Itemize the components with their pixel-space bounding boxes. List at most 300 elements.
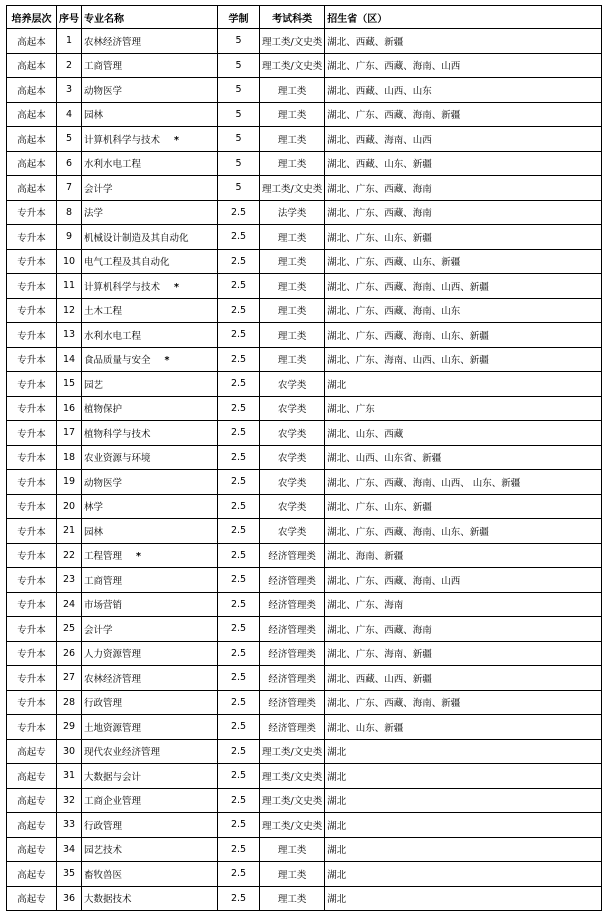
- cell-provinces: 湖北、广东、西藏、海南、山西、新疆: [325, 274, 602, 299]
- cell-years: 2.5: [218, 568, 260, 593]
- cell-level: 高起本: [7, 78, 57, 103]
- cell-level: 专升本: [7, 470, 57, 495]
- cell-level: 高起专: [7, 739, 57, 764]
- cell-major: [82, 690, 218, 715]
- cell-no: 7: [57, 176, 82, 201]
- cell-subject: 理工类: [260, 323, 325, 348]
- cell-no: 25: [57, 617, 82, 642]
- cell-no: 32: [57, 788, 82, 813]
- cell-subject: 理工类/文史类: [260, 29, 325, 54]
- cell-provinces: 湖北、海南、新疆: [325, 543, 602, 568]
- major-name: 现代农业经济管理: [84, 747, 161, 759]
- cell-years: 2.5: [218, 298, 260, 323]
- cell-major: [82, 249, 218, 274]
- cell-provinces: 湖北: [325, 372, 602, 397]
- cell-no: 16: [57, 396, 82, 421]
- cell-subject: 经济管理类: [260, 543, 325, 568]
- cell-level: 专升本: [7, 249, 57, 274]
- cell-major: [82, 592, 218, 617]
- cell-provinces: 湖北、广东、西藏、海南、山西: [325, 53, 602, 78]
- cell-level: 高起本: [7, 176, 57, 201]
- cell-provinces: 湖北: [325, 813, 602, 838]
- cell-level: 高起专: [7, 788, 57, 813]
- cell-no: 26: [57, 641, 82, 666]
- cell-no: 20: [57, 494, 82, 519]
- cell-years: 2.5: [218, 225, 260, 250]
- cell-no: 17: [57, 421, 82, 446]
- major-name: 计算机科学与技术: [84, 134, 161, 146]
- cell-years: 2.5: [218, 739, 260, 764]
- cell-subject: 农学类: [260, 494, 325, 519]
- cell-major: [82, 739, 218, 764]
- cell-major: [82, 347, 218, 372]
- table-row: [7, 102, 602, 127]
- cell-subject: 理工类/文史类: [260, 788, 325, 813]
- major-name: 土地资源管理: [84, 722, 142, 734]
- major-name: 水利水电工程: [84, 330, 142, 342]
- cell-subject: 理工类: [260, 249, 325, 274]
- table-row: [7, 347, 602, 372]
- table-row: [7, 470, 602, 495]
- cell-provinces: 湖北、山东、新疆: [325, 715, 602, 740]
- cell-no: 1: [57, 29, 82, 54]
- header-years: 学制: [218, 6, 260, 29]
- cell-provinces: 湖北、广东、西藏、海南、山西: [325, 568, 602, 593]
- cell-provinces: 湖北: [325, 764, 602, 789]
- cell-provinces: 湖北: [325, 886, 602, 911]
- cell-provinces: 湖北、广东、西藏、海南、山东: [325, 298, 602, 323]
- cell-provinces: 湖北、山东、西藏: [325, 421, 602, 446]
- cell-provinces: 湖北、广东、西藏、海南: [325, 176, 602, 201]
- header-provinces: 招生省（区）: [325, 6, 602, 29]
- cell-major: [82, 78, 218, 103]
- table-row: [7, 494, 602, 519]
- cell-years: 2.5: [218, 788, 260, 813]
- cell-years: 2.5: [218, 862, 260, 887]
- cell-years: 2.5: [218, 274, 260, 299]
- cell-subject: 理工类: [260, 127, 325, 152]
- cell-no: 11: [57, 274, 82, 299]
- cell-level: 专升本: [7, 715, 57, 740]
- cell-subject: 理工类: [260, 886, 325, 911]
- cell-subject: 理工类: [260, 225, 325, 250]
- major-name: 大数据技术: [84, 894, 132, 906]
- table-row: [7, 323, 602, 348]
- cell-major: [82, 274, 218, 299]
- cell-major: [82, 200, 218, 225]
- major-name: 市场营销: [84, 600, 123, 612]
- cell-no: 19: [57, 470, 82, 495]
- major-name: 行政管理: [84, 820, 123, 832]
- cell-level: 专升本: [7, 519, 57, 544]
- cell-years: 5: [218, 127, 260, 152]
- cell-level: 专升本: [7, 666, 57, 691]
- cell-level: 专升本: [7, 494, 57, 519]
- table-row: [7, 176, 602, 201]
- cell-subject: 理工类/文史类: [260, 53, 325, 78]
- cell-subject: 农学类: [260, 445, 325, 470]
- featured-star-mark: *: [174, 281, 179, 293]
- cell-years: 5: [218, 176, 260, 201]
- cell-major: [82, 494, 218, 519]
- cell-level: 专升本: [7, 347, 57, 372]
- cell-no: 12: [57, 298, 82, 323]
- cell-provinces: 湖北、广东、海南、山西、山东、新疆: [325, 347, 602, 372]
- cell-major: [82, 764, 218, 789]
- major-name: 农林经济管理: [84, 673, 142, 685]
- cell-level: 专升本: [7, 617, 57, 642]
- cell-years: 2.5: [218, 666, 260, 691]
- header-subject: 考试科类: [260, 6, 325, 29]
- cell-no: 36: [57, 886, 82, 911]
- cell-level: 专升本: [7, 543, 57, 568]
- cell-subject: 理工类/文史类: [260, 739, 325, 764]
- cell-subject: 农学类: [260, 372, 325, 397]
- table-row: [7, 788, 602, 813]
- cell-provinces: 湖北、广东、海南: [325, 592, 602, 617]
- cell-years: 2.5: [218, 249, 260, 274]
- table-row: [7, 715, 602, 740]
- cell-major: [82, 813, 218, 838]
- major-name: 园艺: [84, 379, 104, 391]
- major-name: 工程管理: [84, 551, 123, 563]
- cell-level: 专升本: [7, 372, 57, 397]
- major-name: 会计学: [84, 624, 113, 636]
- cell-subject: 理工类: [260, 274, 325, 299]
- cell-subject: 理工类: [260, 298, 325, 323]
- table-row: [7, 837, 602, 862]
- cell-provinces: 湖北、西藏、山东、新疆: [325, 151, 602, 176]
- cell-subject: 法学类: [260, 200, 325, 225]
- table-row: [7, 249, 602, 274]
- header-row: [7, 6, 602, 29]
- cell-years: 2.5: [218, 690, 260, 715]
- cell-level: 高起本: [7, 127, 57, 152]
- cell-subject: 经济管理类: [260, 592, 325, 617]
- cell-no: 4: [57, 102, 82, 127]
- cell-no: 5: [57, 127, 82, 152]
- major-name: 农业资源与环境: [84, 453, 151, 465]
- cell-subject: 经济管理类: [260, 690, 325, 715]
- cell-subject: 农学类: [260, 396, 325, 421]
- major-name: 行政管理: [84, 698, 123, 710]
- cell-level: 专升本: [7, 396, 57, 421]
- table-row: [7, 372, 602, 397]
- table-row: [7, 519, 602, 544]
- cell-major: [82, 53, 218, 78]
- cell-provinces: 湖北、广东、西藏、海南、山西、 山东、新疆: [325, 470, 602, 495]
- major-name: 植物保护: [84, 404, 123, 416]
- cell-major: [82, 151, 218, 176]
- cell-subject: 经济管理类: [260, 641, 325, 666]
- table-row: [7, 200, 602, 225]
- major-name: 会计学: [84, 183, 113, 195]
- cell-years: 2.5: [218, 764, 260, 789]
- major-name: 动物医学: [84, 85, 123, 97]
- cell-major: [82, 788, 218, 813]
- cell-level: 专升本: [7, 225, 57, 250]
- cell-years: 2.5: [218, 200, 260, 225]
- cell-no: 18: [57, 445, 82, 470]
- cell-major: [82, 519, 218, 544]
- cell-provinces: 湖北、广东、西藏、海南、山东、新疆: [325, 323, 602, 348]
- major-name: 机械设计制造及其自动化: [84, 232, 189, 244]
- cell-major: [82, 176, 218, 201]
- cell-level: 高起专: [7, 886, 57, 911]
- cell-no: 35: [57, 862, 82, 887]
- cell-major: [82, 568, 218, 593]
- cell-major: [82, 323, 218, 348]
- major-name: 土木工程: [84, 306, 123, 318]
- featured-star-mark: *: [136, 551, 141, 563]
- table-row: [7, 886, 602, 911]
- major-name: 动物医学: [84, 477, 123, 489]
- major-name: 农林经济管理: [84, 36, 142, 48]
- table-row: [7, 641, 602, 666]
- cell-years: 2.5: [218, 715, 260, 740]
- cell-major: [82, 715, 218, 740]
- major-name: 人力资源管理: [84, 649, 142, 661]
- cell-provinces: 湖北: [325, 739, 602, 764]
- cell-major: [82, 666, 218, 691]
- cell-subject: 理工类: [260, 862, 325, 887]
- cell-level: 专升本: [7, 323, 57, 348]
- table-row: [7, 78, 602, 103]
- cell-years: 2.5: [218, 323, 260, 348]
- cell-provinces: 湖北、广东、西藏、海南、山东、新疆: [325, 519, 602, 544]
- table-row: [7, 543, 602, 568]
- cell-years: 2.5: [218, 592, 260, 617]
- table-row: [7, 739, 602, 764]
- cell-subject: 经济管理类: [260, 715, 325, 740]
- major-name: 工商管理: [84, 575, 123, 587]
- cell-provinces: 湖北、山西、山东省、新疆: [325, 445, 602, 470]
- table-row: [7, 274, 602, 299]
- cell-level: 高起专: [7, 837, 57, 862]
- cell-no: 23: [57, 568, 82, 593]
- cell-major: [82, 102, 218, 127]
- cell-major: [82, 886, 218, 911]
- major-name: 法学: [84, 208, 104, 220]
- table-row: [7, 813, 602, 838]
- cell-subject: 理工类: [260, 837, 325, 862]
- table-row: [7, 617, 602, 642]
- cell-years: 2.5: [218, 396, 260, 421]
- cell-years: 2.5: [218, 813, 260, 838]
- cell-provinces: 湖北、广东、山东、新疆: [325, 494, 602, 519]
- cell-major: [82, 396, 218, 421]
- cell-no: 28: [57, 690, 82, 715]
- cell-subject: 理工类/文史类: [260, 764, 325, 789]
- cell-level: 专升本: [7, 274, 57, 299]
- table-row: [7, 396, 602, 421]
- table-header: [7, 6, 602, 29]
- cell-level: 专升本: [7, 445, 57, 470]
- table-row: [7, 862, 602, 887]
- cell-major: [82, 127, 218, 152]
- cell-level: 专升本: [7, 421, 57, 446]
- cell-no: 10: [57, 249, 82, 274]
- cell-no: 31: [57, 764, 82, 789]
- cell-subject: 农学类: [260, 519, 325, 544]
- cell-level: 高起专: [7, 813, 57, 838]
- cell-level: 高起本: [7, 102, 57, 127]
- cell-major: [82, 837, 218, 862]
- table-row: [7, 225, 602, 250]
- table-row: [7, 298, 602, 323]
- cell-major: [82, 543, 218, 568]
- cell-provinces: 湖北、西藏、山西、山东: [325, 78, 602, 103]
- cell-level: 专升本: [7, 641, 57, 666]
- cell-provinces: 湖北、广东、山东、新疆: [325, 225, 602, 250]
- major-name: 畜牧兽医: [84, 869, 123, 881]
- major-name: 园林: [84, 110, 104, 122]
- cell-no: 33: [57, 813, 82, 838]
- cell-no: 21: [57, 519, 82, 544]
- cell-provinces: 湖北、广东、西藏、海南、新疆: [325, 690, 602, 715]
- table-row: [7, 29, 602, 54]
- major-name: 食品质量与安全: [84, 355, 151, 367]
- major-name: 水利水电工程: [84, 159, 142, 171]
- cell-major: [82, 641, 218, 666]
- cell-subject: 理工类: [260, 151, 325, 176]
- cell-provinces: 湖北、广东、西藏、海南: [325, 617, 602, 642]
- table-row: [7, 445, 602, 470]
- cell-subject: 理工类: [260, 102, 325, 127]
- cell-major: [82, 225, 218, 250]
- cell-level: 专升本: [7, 298, 57, 323]
- cell-provinces: 湖北: [325, 862, 602, 887]
- cell-provinces: 湖北、广东、西藏、山东、新疆: [325, 249, 602, 274]
- cell-major: [82, 421, 218, 446]
- cell-major: [82, 29, 218, 54]
- cell-years: 2.5: [218, 617, 260, 642]
- cell-subject: 农学类: [260, 421, 325, 446]
- cell-level: 专升本: [7, 200, 57, 225]
- table-row: [7, 53, 602, 78]
- cell-subject: 理工类: [260, 78, 325, 103]
- cell-provinces: 湖北、广东、西藏、海南: [325, 200, 602, 225]
- enrollment-table: [6, 5, 602, 911]
- cell-no: 9: [57, 225, 82, 250]
- cell-no: 34: [57, 837, 82, 862]
- cell-level: 高起本: [7, 151, 57, 176]
- cell-no: 30: [57, 739, 82, 764]
- cell-years: 5: [218, 151, 260, 176]
- major-name: 大数据与会计: [84, 771, 142, 783]
- cell-provinces: 湖北、广东、西藏、海南、新疆: [325, 102, 602, 127]
- cell-major: [82, 862, 218, 887]
- cell-level: 高起专: [7, 862, 57, 887]
- cell-years: 2.5: [218, 470, 260, 495]
- header-no: 序号: [57, 6, 82, 29]
- cell-years: 2.5: [218, 543, 260, 568]
- cell-years: 2.5: [218, 494, 260, 519]
- major-name: 园林: [84, 526, 104, 538]
- cell-years: 2.5: [218, 347, 260, 372]
- header-major: 专业名称: [82, 6, 218, 29]
- table-row: [7, 127, 602, 152]
- major-name: 植物科学与技术: [84, 428, 151, 440]
- cell-subject: 理工类/文史类: [260, 813, 325, 838]
- cell-years: 2.5: [218, 519, 260, 544]
- cell-no: 3: [57, 78, 82, 103]
- cell-no: 22: [57, 543, 82, 568]
- cell-no: 13: [57, 323, 82, 348]
- cell-no: 24: [57, 592, 82, 617]
- cell-level: 专升本: [7, 592, 57, 617]
- table-row: [7, 568, 602, 593]
- cell-provinces: 湖北、西藏、海南、山西: [325, 127, 602, 152]
- major-name: 园艺技术: [84, 845, 123, 857]
- table-body: [7, 29, 602, 911]
- featured-star-mark: *: [174, 134, 179, 146]
- cell-no: 8: [57, 200, 82, 225]
- major-name: 林学: [84, 502, 104, 514]
- cell-major: [82, 372, 218, 397]
- cell-level: 高起专: [7, 764, 57, 789]
- cell-provinces: 湖北、广东、海南、新疆: [325, 641, 602, 666]
- cell-level: 专升本: [7, 568, 57, 593]
- cell-no: 14: [57, 347, 82, 372]
- cell-major: [82, 445, 218, 470]
- cell-major: [82, 298, 218, 323]
- cell-years: 2.5: [218, 837, 260, 862]
- major-name: 计算机科学与技术: [84, 281, 161, 293]
- cell-no: 15: [57, 372, 82, 397]
- cell-level: 高起本: [7, 29, 57, 54]
- cell-provinces: 湖北、西藏、新疆: [325, 29, 602, 54]
- table-row: [7, 764, 602, 789]
- table-row: [7, 151, 602, 176]
- featured-star-mark: *: [164, 355, 170, 367]
- cell-no: 6: [57, 151, 82, 176]
- cell-subject: 经济管理类: [260, 617, 325, 642]
- cell-years: 5: [218, 29, 260, 54]
- cell-years: 2.5: [218, 445, 260, 470]
- table-row: [7, 592, 602, 617]
- cell-years: 5: [218, 102, 260, 127]
- cell-years: 5: [218, 53, 260, 78]
- cell-no: 2: [57, 53, 82, 78]
- major-name: 电气工程及其自动化: [84, 257, 170, 269]
- table-row: [7, 421, 602, 446]
- cell-years: 5: [218, 78, 260, 103]
- cell-provinces: 湖北、广东: [325, 396, 602, 421]
- cell-no: 29: [57, 715, 82, 740]
- cell-years: 2.5: [218, 372, 260, 397]
- header-level: 培养层次: [7, 6, 57, 29]
- cell-provinces: 湖北、西藏、山西、新疆: [325, 666, 602, 691]
- major-name: 工商管理: [84, 61, 123, 73]
- table-row: [7, 690, 602, 715]
- cell-major: [82, 617, 218, 642]
- cell-years: 2.5: [218, 421, 260, 446]
- cell-provinces: 湖北: [325, 837, 602, 862]
- table-row: [7, 666, 602, 691]
- cell-level: 高起本: [7, 53, 57, 78]
- cell-no: 27: [57, 666, 82, 691]
- cell-provinces: 湖北: [325, 788, 602, 813]
- cell-years: 2.5: [218, 641, 260, 666]
- major-name: 工商企业管理: [84, 796, 142, 808]
- cell-subject: 经济管理类: [260, 666, 325, 691]
- cell-subject: 农学类: [260, 470, 325, 495]
- cell-years: 2.5: [218, 886, 260, 911]
- cell-subject: 理工类/文史类: [260, 176, 325, 201]
- cell-major: [82, 470, 218, 495]
- cell-subject: 理工类: [260, 347, 325, 372]
